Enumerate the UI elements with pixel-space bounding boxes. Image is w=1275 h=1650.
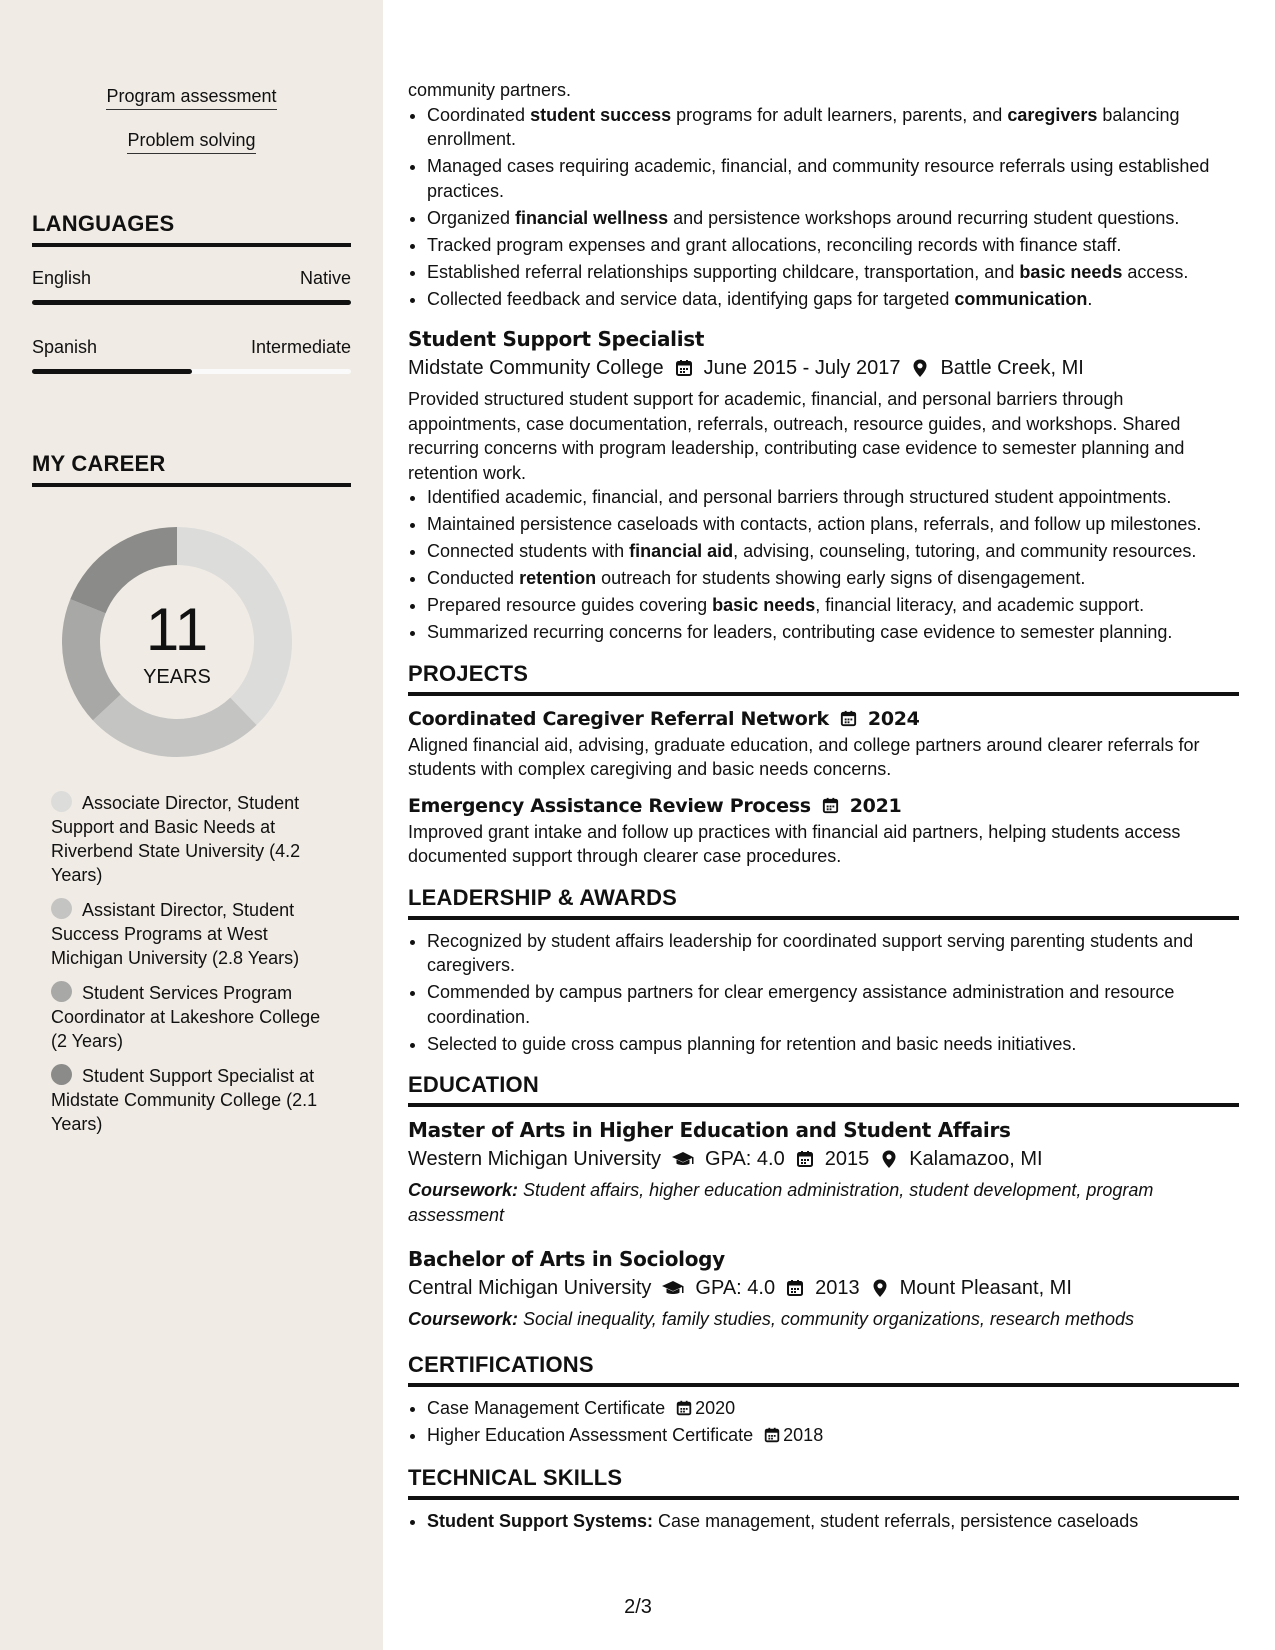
career-legend-item <box>51 1064 326 1136</box>
certification-name: • Case Management Certificate <box>427 1397 666 1418</box>
coursework-text: Student affairs, higher education administration, student development, program assessment <box>408 1180 1154 1225</box>
career-legend-item <box>51 981 326 1053</box>
text-segment: Established referral relationships supporting childcare, transportation, and <box>427 261 1020 282</box>
certification-name: • Higher Education Assessment Certificate <box>427 1424 754 1445</box>
map-pin-icon <box>910 358 930 378</box>
bullet-item <box>427 566 1239 591</box>
education-item <box>408 1116 1239 1227</box>
education-heading: EDUCATION <box>408 1072 1239 1107</box>
text-segment: . <box>1087 288 1093 309</box>
coursework <box>408 1178 1239 1227</box>
text-segment: Organized <box>427 207 516 228</box>
education-meta <box>408 1144 1239 1174</box>
text-segment: outreach for students showing early signs of disengagement. <box>596 568 1086 588</box>
graduation-year: 2013 <box>815 1277 860 1299</box>
calendar-icon <box>839 709 858 728</box>
text-segment: Maintained persistence caseloads with contacts, action plans, referrals, and follow up milestones. <box>427 514 1202 534</box>
text-segment: Managed cases requiring academic, financial, and community resource referrals using established practices. <box>427 156 1210 201</box>
graduation-cap-icon <box>671 1149 695 1169</box>
bullet-item <box>427 206 1239 231</box>
coursework-label: Coursework: <box>408 1180 519 1200</box>
technical-skill-label: Student Support Systems: <box>427 1511 654 1531</box>
bullet-item <box>427 620 1239 645</box>
bullet-item <box>427 233 1239 258</box>
project-item <box>408 705 1239 782</box>
job-employer: Midstate Community College <box>408 357 664 379</box>
languages-heading: LANGUAGES <box>32 211 351 247</box>
bullet-item <box>427 287 1239 312</box>
text-segment: Summarized recurring concerns for leaders, contributing case evidence to semester planning. <box>427 622 1173 642</box>
leadership-heading: LEADERSHIP & AWARDS <box>408 885 1239 920</box>
text-segment: programs for adult learners, parents, and <box>671 104 1008 125</box>
language-proficiency-fill <box>32 300 351 305</box>
career-total-number: 11 <box>145 596 209 663</box>
skill-item: Program assessment <box>106 86 276 110</box>
certification-item <box>427 1396 1239 1421</box>
bullet-item <box>427 154 1239 203</box>
bold-keyword: financial aid <box>629 541 734 561</box>
coursework-label: Coursework: <box>408 1309 519 1329</box>
job-location: Battle Creek, MI <box>940 357 1084 379</box>
map-pin-icon <box>870 1278 890 1298</box>
language-row <box>32 337 351 358</box>
project-description: Improved grant intake and follow up practices with financial aid partners, helping students access documented support through clearer case procedures. <box>408 821 1181 866</box>
bold-keyword: student success <box>530 104 672 125</box>
skill-item: Problem solving <box>127 130 255 154</box>
project-title: Emergency Assistance Review Process <box>408 794 811 817</box>
career-legend-label: Associate Director, Student Support and Basic Needs at Riverbend State University (4.2 Years) <box>51 793 301 885</box>
school-location: Mount Pleasant, MI <box>899 1277 1072 1299</box>
text-segment: balancing enrollment. <box>427 104 1180 149</box>
certification-item <box>427 1423 1239 1448</box>
map-pin-icon <box>879 1149 899 1169</box>
text-segment: Conducted <box>427 568 520 588</box>
continued-text: community partners. <box>408 80 572 100</box>
legend-dot <box>51 898 72 919</box>
project-item <box>408 792 1239 869</box>
text-segment: Collected feedback and service data, identifying gaps for targeted <box>427 288 955 309</box>
certifications-heading: CERTIFICATIONS <box>408 1352 1239 1387</box>
career-legend-item <box>51 898 326 970</box>
school-name: Western Michigan University <box>408 1148 662 1170</box>
bold-keyword: basic needs <box>1019 261 1123 282</box>
project-description: Aligned financial aid, advising, graduate education, and college partners around clearer referrals for students with complex caregiving and basic needs concerns. <box>408 734 1200 779</box>
calendar-icon <box>821 796 840 815</box>
bold-keyword: financial wellness <box>515 207 669 228</box>
career-legend-label: Assistant Director, Student Success Programs at West Michigan University (2.8 Years) <box>51 900 300 968</box>
projects-heading: PROJECTS <box>408 661 1239 696</box>
legend-dot <box>51 791 72 812</box>
bullet-item <box>427 512 1239 537</box>
calendar-icon <box>674 358 694 378</box>
project-title-row <box>408 792 1239 820</box>
gpa: GPA: 4.0 <box>705 1148 785 1170</box>
education-meta <box>408 1273 1239 1303</box>
leadership-list <box>408 929 1239 1057</box>
job-summary: Provided structured student support for academic, financial, and personal barriers through appointments, case documentation, referrals, outreach, resource guides, and workshops. Shared recurring concerns with program leadership, contributing case evidence to semester planning and retention work. <box>408 389 1185 483</box>
bold-keyword: caregivers <box>1007 104 1098 125</box>
page-number: 2/3 <box>624 1596 652 1618</box>
previous-job-bullets <box>408 103 1239 312</box>
project-year: 2024 <box>867 707 920 730</box>
text-segment: Identified academic, financial, and personal barriers through structured student appointments. <box>427 487 1172 507</box>
job-bullets <box>408 485 1239 645</box>
bullet-item <box>427 593 1239 618</box>
leadership-item: • Selected to guide cross campus planning for retention and basic needs initiatives. <box>427 1032 1239 1057</box>
job-title: Student Support Specialist <box>408 327 705 351</box>
graduation-cap-icon <box>661 1278 685 1298</box>
text-segment: , advising, counseling, tutoring, and community resources. <box>733 541 1197 561</box>
calendar-icon <box>675 1399 693 1417</box>
coursework-text: Social inequality, family studies, community organizations, research methods <box>523 1309 1134 1329</box>
education-item <box>408 1245 1239 1332</box>
technical-skill-value: Case management, student referrals, persistence caseloads <box>658 1511 1139 1531</box>
gpa: GPA: 4.0 <box>695 1277 776 1299</box>
donut-segment <box>93 694 257 757</box>
leadership-item: • Commended by campus partners for clear emergency assistance administration and resource coordination. <box>427 980 1239 1029</box>
language-level: Intermediate <box>250 337 351 357</box>
career-legend-item <box>51 791 326 887</box>
coursework <box>408 1307 1239 1332</box>
bullet-item <box>427 539 1239 564</box>
text-segment: and persistence workshops around recurring student questions. <box>668 207 1180 228</box>
degree-title: Master of Arts in Higher Education and Student Affairs <box>408 1118 1011 1142</box>
certification-year: 2020 <box>695 1397 736 1418</box>
bold-keyword: basic needs <box>712 595 816 615</box>
text-segment: Connected students with <box>427 541 630 561</box>
text-segment: access. <box>1122 261 1189 282</box>
language-level: Native <box>299 268 351 288</box>
text-segment: Coordinated <box>427 104 531 125</box>
legend-dot <box>51 1064 72 1085</box>
degree-title: Bachelor of Arts in Sociology <box>408 1247 725 1271</box>
job-meta <box>408 353 1239 383</box>
school-location: Kalamazoo, MI <box>909 1148 1043 1170</box>
career-total-unit: YEARS <box>143 666 211 688</box>
career-legend-label: Student Services Program Coordinator at Lakeshore College (2 Years) <box>51 983 321 1051</box>
calendar-icon <box>763 1426 781 1444</box>
skills-list <box>0 86 383 174</box>
bold-keyword: retention <box>519 568 597 588</box>
certification-year: 2018 <box>783 1424 824 1445</box>
technical-skills-heading: TECHNICAL SKILLS <box>408 1465 1239 1500</box>
legend-dot <box>51 981 72 1002</box>
language-proficiency-fill <box>32 369 192 374</box>
technical-skills-list <box>408 1509 1239 1534</box>
bullet-item <box>427 260 1239 285</box>
project-title: Coordinated Caregiver Referral Network <box>408 707 829 730</box>
language-proficiency-bar <box>32 369 351 374</box>
calendar-icon <box>795 1149 815 1169</box>
career-heading: MY CAREER <box>32 451 351 487</box>
career-legend-label: Student Support Specialist at Midstate Community College (2.1 Years) <box>51 1066 318 1134</box>
language-name: Spanish <box>32 337 98 357</box>
career-legend <box>51 791 326 1147</box>
text-segment: Tracked program expenses and grant allocations, reconciling records with finance staff. <box>427 234 1122 255</box>
bold-keyword: communication <box>954 288 1088 309</box>
main-content <box>408 78 1239 1536</box>
project-title-row <box>408 705 1239 733</box>
language-row <box>32 268 351 289</box>
bullet-item <box>427 485 1239 510</box>
calendar-icon <box>785 1278 805 1298</box>
technical-skill-item <box>427 1509 1239 1534</box>
certifications-list <box>408 1396 1239 1448</box>
sidebar <box>0 0 383 1650</box>
school-name: Central Michigan University <box>408 1277 652 1299</box>
leadership-item: • Recognized by student affairs leadership for coordinated support serving parenting students and caregivers. <box>427 929 1239 978</box>
graduation-year: 2015 <box>824 1148 870 1170</box>
text-segment: Prepared resource guides covering <box>427 595 713 615</box>
language-proficiency-bar <box>32 300 351 305</box>
text-segment: , financial literacy, and academic support. <box>815 595 1145 615</box>
project-year: 2021 <box>849 794 902 817</box>
job-dates: June 2015 - July 2017 <box>703 357 901 379</box>
language-name: English <box>32 268 92 288</box>
bullet-item <box>427 103 1239 152</box>
